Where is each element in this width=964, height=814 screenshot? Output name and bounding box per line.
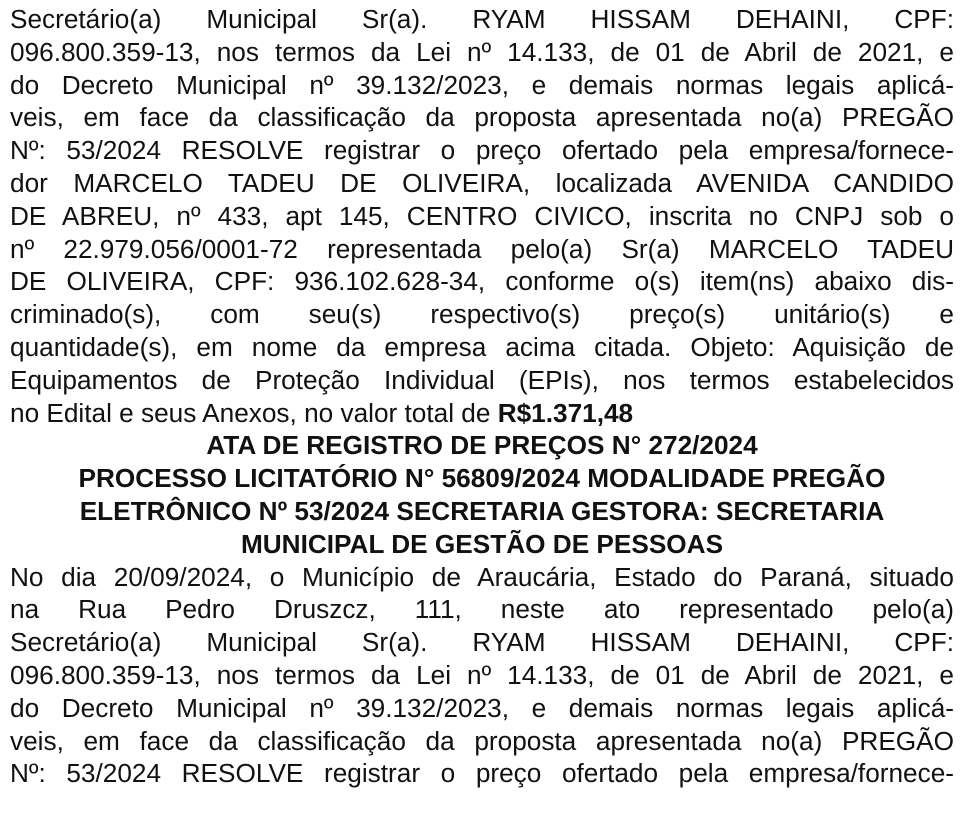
heading-line: PROCESSO LICITATÓRIO N° 56809/2024 MODALIDADE PREGÃO	[78, 463, 886, 494]
text-line: 096.800.359-13, nos termos da Lei nº 14.133, de 01 de Abril de 2021, e	[10, 36, 954, 67]
text-line: No dia 20/09/2024, o Município de Araucária, Estado do Paraná, situado	[10, 561, 954, 592]
heading-line: ATA DE REGISTRO DE PREÇOS N° 272/2024	[206, 430, 758, 461]
text-line: veis, em face da classificação da proposta apresentada no(a) PREGÃO	[10, 102, 954, 133]
text-line: Equipamentos de Proteção Individual (EPIs), nos termos estabelecidos	[10, 364, 954, 395]
total-value: R$1.371,48	[497, 397, 634, 428]
text-line: Secretário(a) Municipal Sr(a). RYAM HISSAM DEHAINI, CPF:	[10, 4, 954, 34]
text-line: nº 22.979.056/0001-72 representada pelo(a) Sr(a) MARCELO TADEU	[10, 233, 954, 264]
text-line: Nº: 53/2024 RESOLVE registrar o preço ofertado pela empresa/fornece-	[10, 758, 954, 789]
document-page	[10, 3, 954, 790]
text-line: Nº: 53/2024 RESOLVE registrar o preço ofertado pela empresa/fornece-	[10, 135, 954, 166]
text-line: 096.800.359-13, nos termos da Lei nº 14.133, de 01 de Abril de 2021, e	[10, 659, 954, 690]
text-line: DE ABREU, nº 433, apt 145, CENTRO CIVICO, inscrita no CNPJ sob o	[10, 200, 954, 231]
text-line: dor MARCELO TADEU DE OLIVEIRA, localizada AVENIDA CANDIDO	[10, 167, 954, 198]
paragraph-registro-preco-2	[10, 561, 954, 791]
ata-heading	[10, 429, 954, 560]
text-line: na Rua Pedro Druszcz, 111, neste ato representado pelo(a)	[10, 594, 954, 625]
text-line: DE OLIVEIRA, CPF: 936.102.628-34, conforme o(s) item(ns) abaixo dis-	[10, 266, 954, 297]
text-line: Secretário(a) Municipal Sr(a). RYAM HISSAM DEHAINI, CPF:	[10, 627, 954, 658]
text-line: veis, em face da classificação da proposta apresentada no(a) PREGÃO	[10, 725, 954, 756]
paragraph-registro-preco-1	[10, 3, 954, 429]
text-line: do Decreto Municipal nº 39.132/2023, e demais normas legais aplicá-	[10, 69, 954, 100]
heading-line: ELETRÔNICO Nº 53/2024 SECRETARIA GESTORA: SECRETARIA	[79, 495, 885, 526]
text-line-final	[10, 397, 954, 430]
text-line: criminado(s), com seu(s) respectivo(s) preço(s) unitário(s) e	[10, 299, 954, 330]
text-line: do Decreto Municipal nº 39.132/2023, e demais normas legais aplicá-	[10, 692, 954, 723]
total-value-prefix: no Edital e seus Anexos, no valor total de	[10, 397, 498, 428]
heading-line: MUNICIPAL DE GESTÃO DE PESSOAS	[240, 528, 724, 559]
text-line: quantidade(s), em nome da empresa acima citada. Objeto: Aquisição de	[10, 331, 954, 362]
